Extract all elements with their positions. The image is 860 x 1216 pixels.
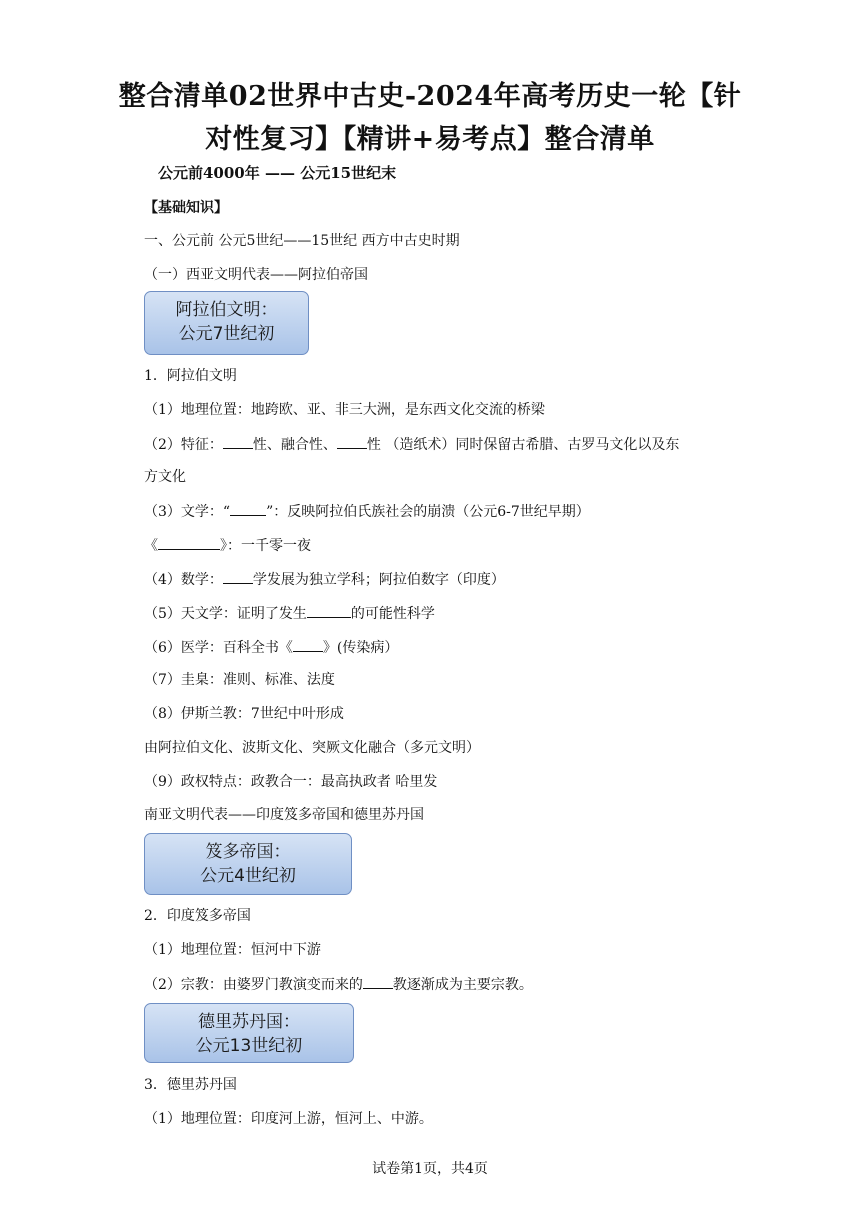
section-header: 【基础知识】 — [144, 200, 228, 216]
text-line: （1）地理位置：地跨欧、亚、非三大洲，是东西文化交流的桥梁 — [144, 402, 545, 418]
text-line: （7）圭臬：准则、标准、法度 — [144, 672, 335, 688]
text-segment: 《 — [144, 538, 158, 554]
text-line-with-blanks — [144, 637, 398, 658]
text-line: 3．德里苏丹国 — [144, 1077, 237, 1093]
text-line-with-blanks — [144, 569, 505, 590]
fill-blank — [337, 434, 367, 449]
text-line-with-blanks — [144, 434, 679, 455]
fill-blank — [293, 637, 323, 652]
gupta-empire-box — [144, 833, 352, 895]
box-title: 笈多帝国： — [205, 842, 291, 862]
page-footer: 试卷第1页，共4页 — [372, 1161, 488, 1177]
text-segment: 性、融合性、 — [252, 437, 337, 453]
text-line: 一、公元前 公元5世纪——15世纪 西方中古史时期 — [144, 233, 460, 249]
text-line-with-blanks — [144, 535, 311, 556]
text-line-with-blanks — [144, 974, 533, 995]
text-segment: （2）特征： — [144, 437, 223, 453]
delhi-sultanate-box — [144, 1003, 354, 1063]
text-segment: 》(传染病） — [322, 640, 399, 656]
text-segment: 的可能性科学 — [350, 606, 435, 622]
text-line: （8）伊斯兰教：7世纪中叶形成 — [144, 706, 344, 722]
text-line: （1）地理位置：恒河中下游 — [144, 942, 321, 958]
fill-blank — [223, 569, 253, 584]
text-line: 由阿拉伯文化、波斯文化、突厥文化融合（多元文明） — [144, 740, 480, 756]
text-segment: ”：反映阿拉伯氏族社会的崩溃（公元6-7世纪早期） — [266, 504, 590, 520]
fill-blank — [158, 535, 220, 550]
text-line: （一）西亚文明代表——阿拉伯帝国 — [144, 267, 368, 283]
fill-blank — [363, 974, 393, 989]
text-line: 方文化 — [144, 469, 186, 485]
text-line: （1）地理位置：印度河上游，恒河上、中游。 — [144, 1111, 433, 1127]
text-segment: （6）医学：百科全书《 — [144, 640, 293, 656]
box-date: 公元7世纪初 — [178, 324, 275, 344]
text-line: （9）政权特点：政教合一：最高执政者 哈里发 — [144, 774, 438, 790]
text-line-with-blanks — [144, 501, 590, 522]
box-date: 公元13世纪初 — [195, 1036, 303, 1056]
text-line: 南亚文明代表——印度笈多帝国和德里苏丹国 — [144, 807, 424, 823]
text-segment: （5）天文学：证明了发生 — [144, 606, 307, 622]
document-title-line1: 整合清单02世界中古史-2024年高考历史一轮【针 — [118, 81, 742, 112]
fill-blank — [230, 501, 266, 516]
text-segment: 》：一千零一夜 — [220, 538, 311, 554]
fill-blank — [223, 434, 253, 449]
text-segment: 学发展为独立学科；阿拉伯数字（印度） — [252, 572, 505, 588]
text-segment: （2）宗教：由婆罗门教演变而来的 — [144, 977, 363, 993]
text-segment: （4）数学： — [144, 572, 223, 588]
box-title: 阿拉伯文明： — [175, 300, 278, 320]
text-line: 1．阿拉伯文明 — [144, 368, 237, 384]
document-title-line2: 对性复习】【精讲+易考点】整合清单 — [205, 124, 655, 155]
text-line-with-blanks — [144, 603, 435, 624]
text-segment: 教逐渐成为主要宗教。 — [392, 977, 533, 993]
fill-blank — [307, 603, 351, 618]
box-title: 德里苏丹国： — [198, 1012, 300, 1032]
text-line: 2．印度笈多帝国 — [144, 908, 251, 924]
box-date: 公元4世纪初 — [200, 866, 296, 886]
text-segment: （3）文学：“ — [144, 504, 231, 520]
text-segment: 性 （造纸术）同时保留古希腊、古罗马文化以及东 — [366, 437, 680, 453]
arab-civilization-box — [144, 291, 309, 355]
time-range-subtitle: 公元前4000年 —— 公元15世纪末 — [158, 164, 397, 182]
